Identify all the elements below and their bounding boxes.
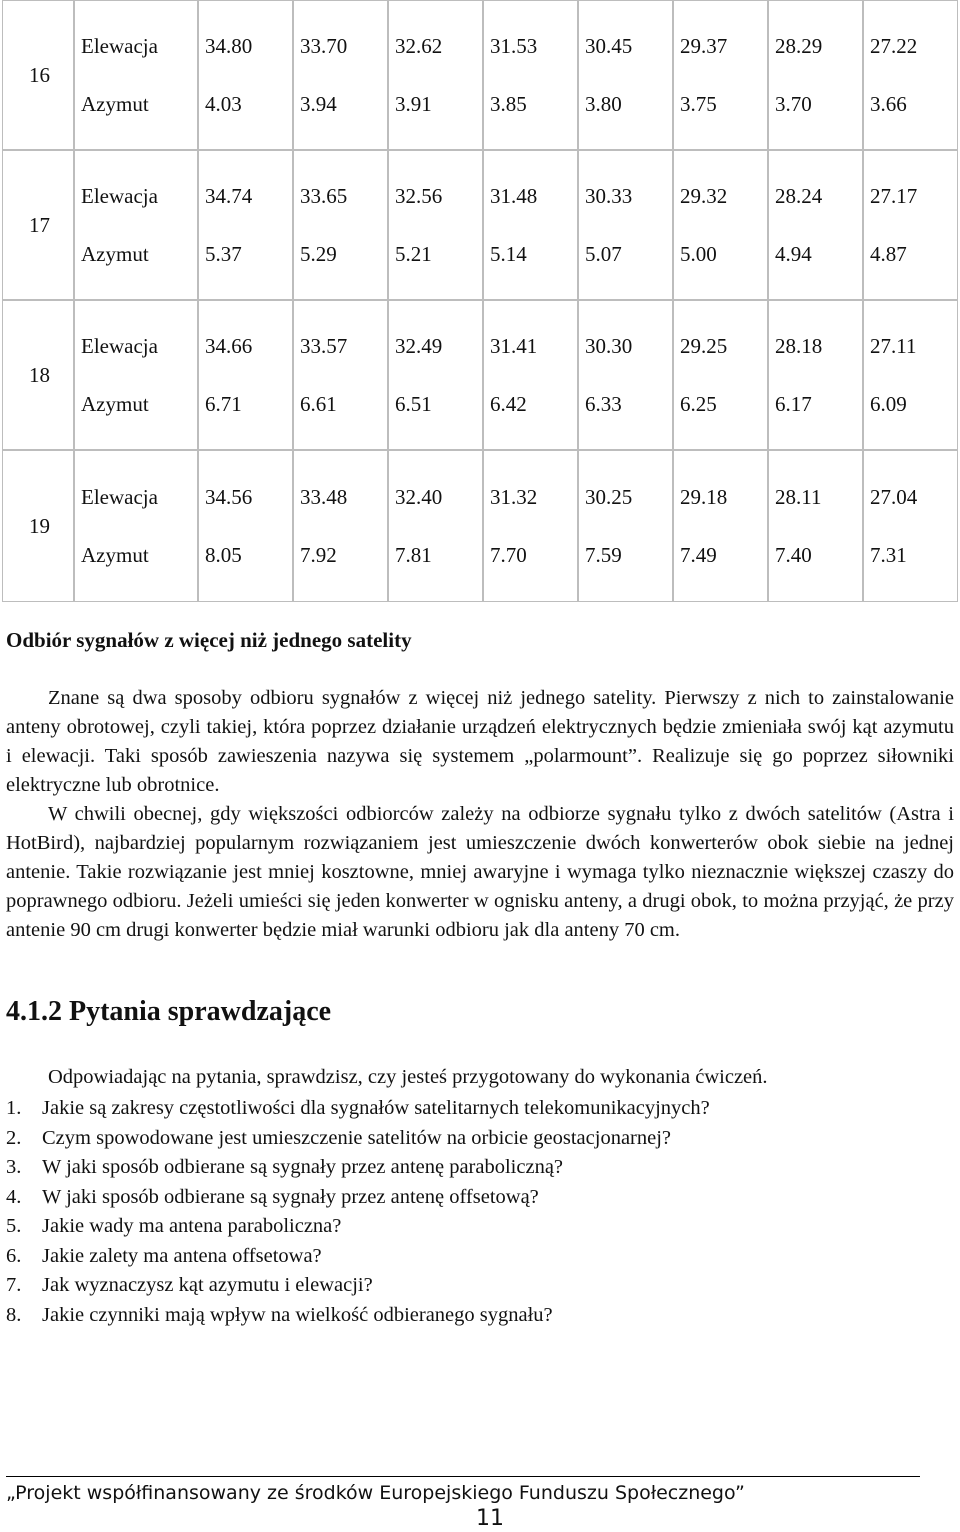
table-cell (673, 0, 768, 150)
elevation-value: 30.45 (585, 34, 633, 58)
list-item (6, 1124, 710, 1154)
elevation-value: 34.56 (205, 485, 253, 509)
azimuth-value: 6.09 (870, 392, 907, 416)
list-item (6, 1242, 710, 1272)
elevation-value: 33.70 (300, 34, 348, 58)
azimuth-value: 7.81 (395, 543, 432, 567)
list-item (6, 1212, 710, 1242)
question-text: W jaki sposób odbierane są sygnały przez antenę offsetową? (42, 1185, 539, 1208)
azimuth-value: 7.40 (775, 543, 812, 567)
azimuth-value: 6.33 (585, 392, 622, 416)
paragraph-2-text: W chwili obecnej, gdy większości odbiorców zależy na odbiorze sygnału tylko z dwóch satelitów (Astra i HotBird), najbardziej popularnym rozwiązaniem jest umieszczenie dwóch konwerterów obok siebie na jednej antenie. Takie rozwiązanie jest mniej kosztowne, mniej awaryjne i wymaga tylko nieznacznie większej czaszy do poprawnego odbioru. Jeżeli umieści się jeden konwerter w ognisku anteny, a drugi obok, to można przyjąć, że przy antenie 90 cm drugi konwerter będzie miał warunki odbioru jak dla anteny 70 cm. (6, 803, 954, 941)
elevation-value: 34.66 (205, 334, 253, 358)
table-cell (198, 450, 293, 602)
table-cell (863, 150, 958, 300)
elevation-value: 32.62 (395, 34, 443, 58)
table-cell (388, 150, 483, 300)
azimuth-value: 4.87 (870, 242, 907, 266)
azimuth-value: 3.70 (775, 92, 812, 116)
table-cell (673, 300, 768, 450)
elevation-value: 32.56 (395, 184, 443, 208)
paragraph-2 (6, 800, 954, 945)
list-item (6, 1301, 710, 1331)
azimuth-value: 5.21 (395, 242, 432, 266)
table-cell (768, 0, 863, 150)
azimuth-value: 5.07 (585, 242, 622, 266)
table-cell (388, 300, 483, 450)
table-cell (483, 0, 578, 150)
table-row (2, 150, 958, 300)
table-cell (388, 450, 483, 602)
satellite-number: 18 (2, 300, 74, 450)
question-text: Jakie zalety ma antena offsetowa? (42, 1244, 322, 1267)
list-item (6, 1183, 710, 1213)
elevation-value: 30.30 (585, 334, 633, 358)
elevation-label: Elewacja (81, 334, 158, 358)
question-number: 4. (6, 1185, 22, 1208)
azimuth-value: 8.05 (205, 543, 242, 567)
azimuth-value: 5.37 (205, 242, 242, 266)
azimuth-label: Azymut (81, 392, 149, 416)
azimuth-value: 5.00 (680, 242, 717, 266)
subsection-heading: 4.1.2 Pytania sprawdzające (6, 996, 332, 1027)
footer-text: „Projekt współfinansowany ze środków Europejskiego Funduszu Społecznego” (6, 1482, 745, 1504)
azimuth-value: 6.17 (775, 392, 812, 416)
section-heading: Odbiór sygnałów z więcej niż jednego satelity (6, 628, 412, 652)
elevation-value: 31.53 (490, 34, 538, 58)
azimuth-value: 3.80 (585, 92, 622, 116)
elevation-value: 27.17 (870, 184, 918, 208)
elevation-value: 28.29 (775, 34, 823, 58)
paragraph-1 (6, 684, 954, 800)
list-item (6, 1094, 710, 1124)
satellite-angles-table (2, 0, 958, 602)
azimuth-label: Azymut (81, 543, 149, 567)
azimuth-value: 5.29 (300, 242, 337, 266)
elevation-value: 28.11 (775, 485, 822, 509)
elevation-value: 33.65 (300, 184, 348, 208)
question-text: Jakie wady ma antena paraboliczna? (42, 1215, 342, 1237)
elevation-value: 31.32 (490, 485, 538, 509)
azimuth-value: 4.03 (205, 92, 242, 116)
azimuth-value: 3.85 (490, 92, 527, 116)
question-text: Jakie czynniki mają wpływ na wielkość odbieranego sygnału? (42, 1303, 553, 1326)
questions-list (6, 1094, 710, 1330)
elevation-value: 27.22 (870, 34, 918, 58)
table-row (2, 0, 958, 150)
table-row (2, 450, 958, 602)
elevation-value: 29.32 (680, 184, 728, 208)
azimuth-value: 6.61 (300, 392, 337, 416)
table-cell (578, 150, 673, 300)
table-cell (578, 0, 673, 150)
azimuth-value: 6.25 (680, 392, 717, 416)
table-cell (293, 150, 388, 300)
azimuth-value: 6.51 (395, 392, 432, 416)
question-text: Jakie są zakresy częstotliwości dla sygnałów satelitarnych telekomunikacyjnych? (42, 1097, 710, 1119)
elevation-value: 32.40 (395, 485, 443, 509)
elevation-value: 32.49 (395, 334, 443, 358)
elevation-value: 28.24 (775, 184, 823, 208)
table-cell (293, 0, 388, 150)
azimuth-value: 3.91 (395, 92, 432, 116)
paragraph-1-text: Znane są dwa sposoby odbioru sygnałów z więcej niż jednego satelity. Pierwszy z nich to zainstalowanie anteny obrotowej, czyli takiej, która poprzez działanie urządzeń elektrycznych będzie zmieniała swój kąt azymutu i elewacji. Taki sposób zawieszenia nazywa się systemem „polarmount”. Realizuje się go poprzez siłowniki elektryczne lub obrotnice. (6, 687, 954, 796)
question-text: Czym spowodowane jest umieszczenie satelitów na orbicie geostacjonarnej? (42, 1126, 672, 1149)
question-text: W jaki sposób odbierane są sygnały przez antenę paraboliczną? (42, 1156, 564, 1178)
azimuth-value: 7.59 (585, 543, 622, 567)
elevation-value: 29.18 (680, 485, 728, 509)
elevation-value: 29.37 (680, 34, 728, 58)
azimuth-value: 4.94 (775, 242, 812, 266)
azimuth-value: 3.94 (300, 92, 337, 116)
azimuth-value: 7.31 (870, 543, 907, 567)
question-number: 6. (6, 1244, 22, 1267)
elevation-value: 27.04 (870, 485, 918, 509)
table-cell (388, 0, 483, 150)
azimuth-label: Azymut (81, 92, 149, 116)
table-body (2, 0, 958, 602)
row-labels (74, 0, 198, 150)
table-cell (293, 450, 388, 602)
question-number: 1. (6, 1097, 22, 1119)
satellite-number: 17 (2, 150, 74, 300)
elevation-label: Elewacja (81, 184, 158, 208)
question-number: 5. (6, 1215, 22, 1237)
table-cell (483, 150, 578, 300)
elevation-value: 29.25 (680, 334, 728, 358)
elevation-value: 28.18 (775, 334, 823, 358)
elevation-value: 33.57 (300, 334, 348, 358)
question-text: Jak wyznaczysz kąt azymutu i elewacji? (42, 1274, 373, 1296)
azimuth-value: 6.71 (205, 392, 242, 416)
azimuth-value: 7.70 (490, 543, 527, 567)
question-number: 2. (6, 1126, 22, 1149)
table-cell (198, 300, 293, 450)
page-number: 11 (476, 1506, 504, 1531)
elevation-value: 30.25 (585, 485, 633, 509)
table-cell (863, 0, 958, 150)
table-cell (768, 300, 863, 450)
table-cell (673, 450, 768, 602)
table-cell (198, 0, 293, 150)
elevation-value: 34.74 (205, 184, 253, 208)
table-cell (768, 450, 863, 602)
elevation-value: 34.80 (205, 34, 253, 58)
row-labels (74, 450, 198, 602)
azimuth-value: 5.14 (490, 242, 527, 266)
table-cell (293, 300, 388, 450)
table-cell (863, 300, 958, 450)
list-item (6, 1271, 710, 1301)
elevation-value: 27.11 (870, 334, 917, 358)
table-cell (483, 300, 578, 450)
azimuth-value: 7.92 (300, 543, 337, 567)
azimuth-value: 3.66 (870, 92, 907, 116)
question-number: 7. (6, 1274, 22, 1296)
table-cell (578, 450, 673, 602)
table-cell (198, 150, 293, 300)
azimuth-label: Azymut (81, 242, 149, 266)
elevation-value: 31.41 (490, 334, 538, 358)
satellite-number: 16 (2, 0, 74, 150)
table-row (2, 300, 958, 450)
elevation-label: Elewacja (81, 485, 158, 509)
row-labels (74, 150, 198, 300)
question-number: 3. (6, 1156, 22, 1178)
elevation-value: 33.48 (300, 485, 348, 509)
table-cell (483, 450, 578, 602)
elevation-value: 30.33 (585, 184, 633, 208)
azimuth-value: 7.49 (680, 543, 717, 567)
table-cell (863, 450, 958, 602)
questions-intro: Odpowiadając na pytania, sprawdzisz, czy jesteś przygotowany do wykonania ćwiczeń. (48, 1066, 768, 1088)
row-labels (74, 300, 198, 450)
list-item (6, 1153, 710, 1183)
table-cell (673, 150, 768, 300)
question-number: 8. (6, 1303, 22, 1326)
table-cell (768, 150, 863, 300)
azimuth-value: 3.75 (680, 92, 717, 116)
elevation-value: 31.48 (490, 184, 538, 208)
azimuth-value: 6.42 (490, 392, 527, 416)
elevation-label: Elewacja (81, 34, 158, 58)
table-cell (578, 300, 673, 450)
footer-divider (6, 1476, 920, 1477)
satellite-number: 19 (2, 450, 74, 602)
